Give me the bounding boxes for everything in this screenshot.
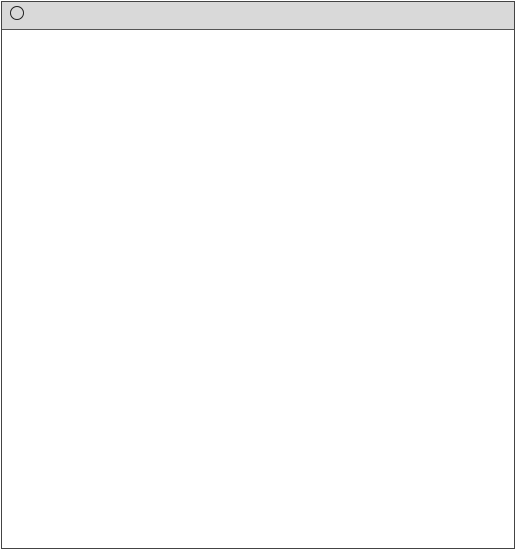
footnote-marker	[10, 6, 24, 20]
table-header	[2, 2, 514, 30]
spec-table	[1, 1, 515, 549]
model-no-label	[5, 6, 24, 26]
